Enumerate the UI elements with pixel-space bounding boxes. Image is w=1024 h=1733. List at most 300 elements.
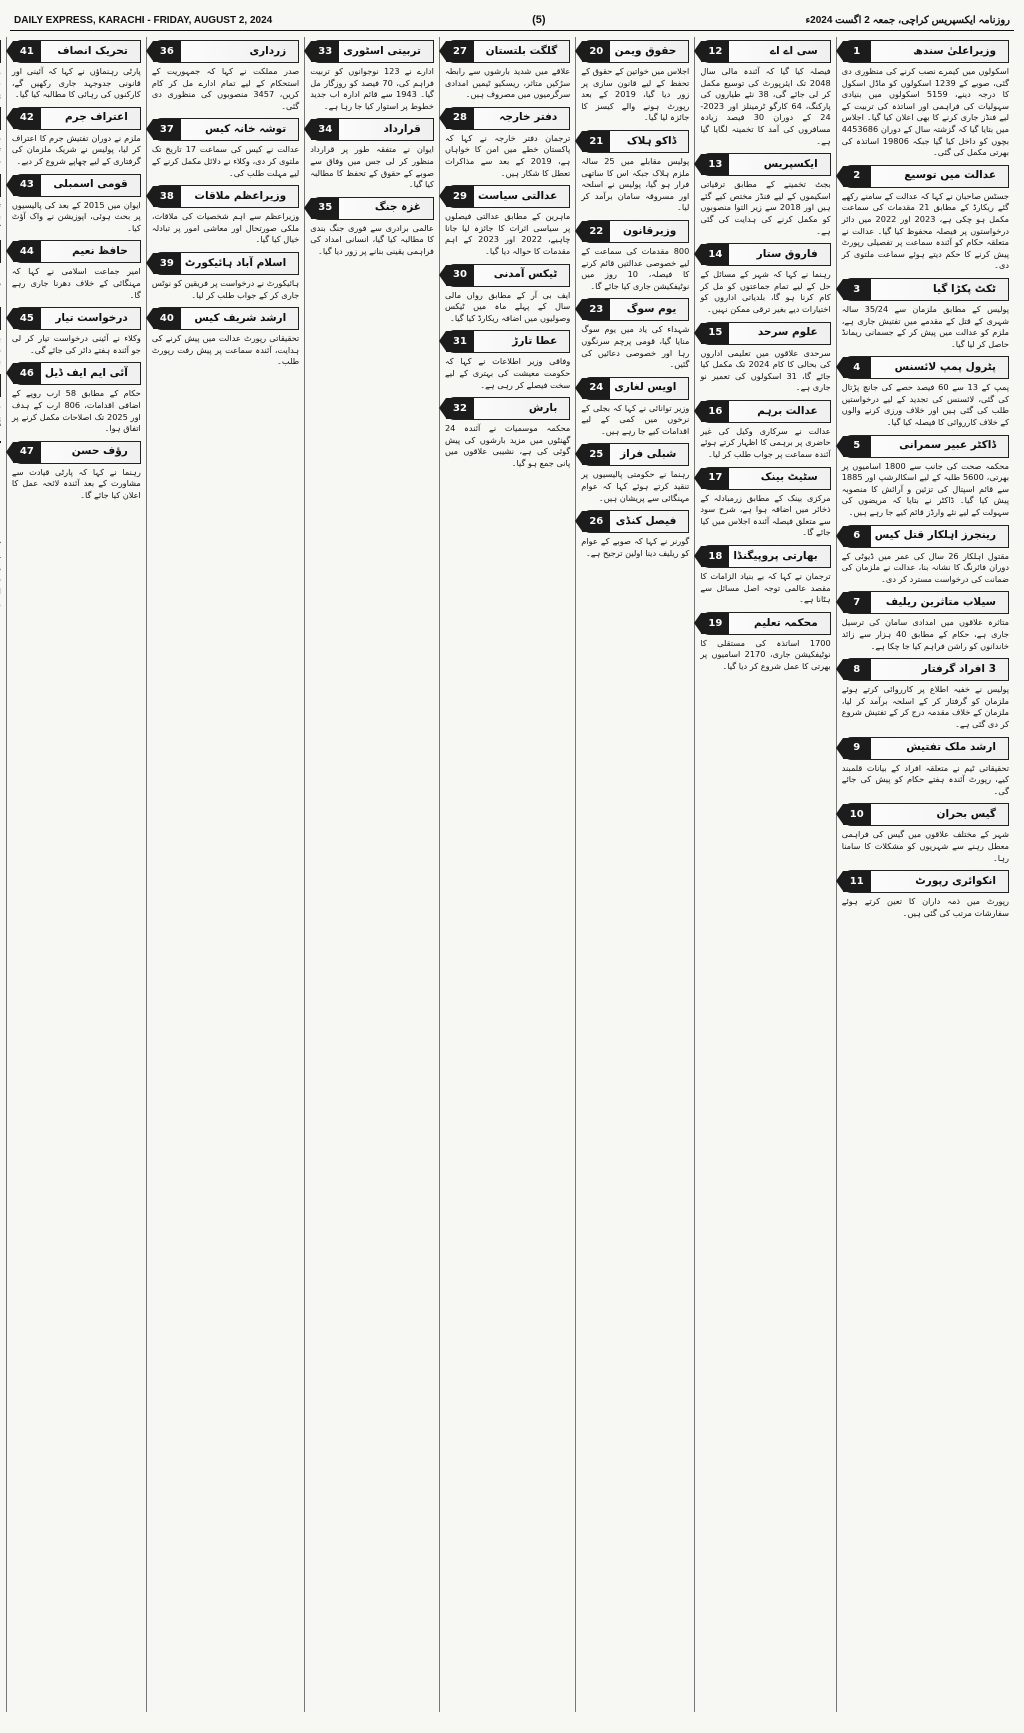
story-body [842, 66, 1009, 159]
story-text: ایوان نے متفقہ طور پر قرارداد منظور کر لی جس میں وفاق سے صوبے کے حقوق کے تحفظ کا مطالبہ کیا گیا۔ [310, 144, 434, 190]
story-body [12, 66, 141, 101]
story-body [12, 133, 141, 168]
story-number: 47 [13, 442, 41, 463]
story-kicker [700, 322, 830, 345]
news-story [445, 107, 570, 179]
news-story [0, 40, 1, 101]
story-number: 2 [843, 166, 871, 187]
story-kicker [700, 612, 830, 635]
news-story [581, 510, 689, 559]
story-text [0, 400, 1, 435]
story-kicker [152, 40, 299, 63]
story-kicker [12, 362, 141, 385]
news-story [700, 243, 830, 315]
story-number: 43 [13, 175, 41, 196]
story-body [581, 536, 689, 559]
news-story [842, 870, 1009, 919]
news-story [12, 40, 141, 101]
story-number: 44 [13, 241, 41, 262]
story-body [152, 211, 299, 246]
story-body [581, 403, 689, 438]
story-title: پٹرول پمپ لائسنس [894, 360, 996, 373]
news-story [0, 174, 1, 235]
masthead-urdu: روزنامہ ایکسپریس کراچی، جمعہ 2 اگست 2024ء [805, 14, 1010, 26]
news-story [700, 545, 830, 606]
story-number: 9 [843, 738, 871, 759]
story-text [0, 266, 1, 301]
story-body [842, 191, 1009, 272]
story-text: فیصلہ کیا گیا کہ آئندہ مالی سال 2048 تک ایئرپورٹ کی توسیع مکمل کر لی جائے گی، 38 نئے طیاروں کی پارکنگ، 64 کارگو ٹرمینلز اور 2023-24 کے دوران 30 فیصد زیادہ مسافروں کی آمد کا تخمینہ لگایا گیا ہے۔ [700, 66, 831, 146]
story-number: 17 [701, 468, 729, 489]
story-number: 38 [153, 186, 181, 207]
news-story [842, 165, 1009, 272]
lead-story [0, 441, 1, 621]
story-title: شبلی فراز [620, 448, 677, 461]
news-story [842, 591, 1009, 652]
story-kicker [445, 264, 570, 287]
story-body [700, 179, 830, 237]
story-kicker [581, 377, 689, 400]
story-body [152, 333, 299, 368]
story-title: ڈاکٹر عبیر سمرانی [899, 439, 996, 452]
story-kicker [12, 441, 141, 464]
story-title: سیلاب متاثرین ریلیف [885, 596, 996, 609]
story-text: 800 مقدمات کی سماعت کے لیے خصوصی عدالتیں قائم کرنے کا فیصلہ، 10 روز میں نوٹیفکیشن جاری کیا جائے گا۔ [581, 245, 690, 291]
story-kicker [12, 40, 141, 63]
news-story [445, 185, 570, 257]
story-kicker [0, 174, 1, 197]
story-body [152, 66, 299, 112]
story-kicker [700, 40, 830, 63]
news-story [842, 658, 1009, 730]
story-body [12, 266, 141, 301]
story-text [0, 333, 1, 368]
news-story [152, 185, 299, 246]
news-story [0, 107, 1, 168]
story-kicker [445, 185, 570, 208]
story-title: گیس بحران [936, 808, 996, 821]
story-number: 40 [153, 308, 181, 329]
story-text: ادارے نے 123 نوجوانوں کو تربیت فراہم کی، 70 فیصد کو روزگار مل گیا۔ 1943 سے قائم ادارہ اب جدید خطوط پر استوار کیا جا رہا ہے۔ [310, 66, 434, 111]
news-column [6, 37, 146, 1712]
story-number: 29 [446, 186, 474, 207]
page-number: (5) [532, 14, 546, 26]
story-number: 21 [582, 131, 610, 152]
story-title: انکوائری رپورٹ [915, 874, 996, 887]
story-number: 36 [153, 41, 181, 62]
news-story [842, 525, 1009, 586]
story-kicker [152, 185, 299, 208]
story-title: حقوق ویمن [614, 44, 677, 57]
story-number: 4 [843, 357, 871, 378]
story-title: قرارداد [383, 123, 421, 136]
story-title: رینجرز اہلکار قتل کیس [874, 529, 996, 542]
story-text: عدالت نے سرکاری وکیل کی غیر حاضری پر برہمی کا اظہار کرتے ہوئے آئندہ سماعت پر جواب طلب کر لیا۔ [700, 425, 831, 460]
story-kicker [152, 252, 299, 275]
lead-subheadline [0, 504, 1, 540]
story-text: وزیراعظم سے اہم شخصیات کی ملاقات، ملکی صورتحال اور معاشی امور پر تبادلہ خیال کیا گیا۔ [151, 211, 300, 245]
story-text: بجٹ تخمینے کے مطابق ترقیاتی اسکیموں کے لیے فنڈز مختص کیے گئے ہیں اور 2018 سے زیر التوا منصوبوں کو مکمل کرنے کی ہدایت کی گئی ہے۔ [700, 179, 831, 236]
story-text: محکمہ موسمیات نے آئندہ 24 گھنٹوں میں مزید بارشوں کی پیش گوئی کی ہے، نشیبی علاقوں میں پانی جمع ہو گیا۔ [444, 423, 571, 468]
story-title: اعتراف جرم [64, 111, 128, 124]
story-kicker [842, 803, 1009, 826]
story-body [842, 829, 1009, 864]
story-title: بھارتی پروپیگنڈا [733, 549, 818, 562]
story-number: 31 [446, 331, 474, 352]
story-title: ارشد شریف کیس [194, 311, 287, 324]
story-body [700, 571, 830, 606]
story-number: 23 [582, 299, 610, 320]
story-title: عدالتی سیاست [477, 189, 558, 202]
story-body [310, 223, 434, 258]
story-number: 5 [843, 436, 871, 457]
news-column [694, 37, 835, 1712]
story-body [445, 423, 570, 469]
news-column [439, 37, 575, 1712]
story-title: غزہ جنگ [374, 201, 421, 214]
story-text: پمپ کے 13 سے 60 فیصد حصے کی جانچ پڑتال کی گئی، لائسنس کی تجدید کے لیے درخواستیں طلب کی گئی ہیں اور خلاف ورزی کرنے والوں کے خلاف کارروائی کا فیصلہ کیا گیا۔ [841, 382, 1010, 428]
story-text: جسٹس صاحبان نے کہا کہ عدالت کے سامنے رکھے گئے ریکارڈ کے مطابق 21 مقدمات کی سماعت مکمل ہو چکی ہے، 2023 اور 2022 میں دائر درخواستوں پر فیصلہ محفوظ کیا گیا۔ عدالت نے متعلقہ حکام کو آئندہ سماعت پر تفصیلی رپورٹ پیش کرنے کا حکم دیتے ہوئے سماعت ملتوی کر دی۔ [841, 190, 1009, 271]
story-kicker [310, 118, 434, 141]
story-kicker [445, 330, 570, 353]
story-kicker [152, 307, 299, 330]
story-body [0, 200, 1, 235]
news-story [581, 298, 689, 370]
story-title: ارشد ملک تفتیش [906, 741, 996, 754]
story-number: 20 [582, 41, 610, 62]
story-number: 46 [13, 363, 41, 384]
story-number: 3 [843, 279, 871, 300]
story-body [152, 144, 299, 179]
story-text: وفاقی وزیر اطلاعات نے کہا کہ حکومت معیشت کی بہتری کے لیے سخت فیصلے کر رہی ہے۔ [444, 356, 571, 390]
story-text: اجلاس میں خواتین کے حقوق کے تحفظ کے لیے قانون سازی پر زور دیا گیا، 2019 کے بعد رپورٹ ہونے والے کیسز کا جائزہ لیا گیا۔ [581, 66, 690, 123]
news-story [581, 443, 689, 504]
story-body [445, 290, 570, 325]
news-story [445, 264, 570, 325]
news-columns [10, 37, 1014, 1712]
story-text [0, 133, 1, 168]
story-body [700, 348, 830, 394]
story-text: ترجمان نے کہا کہ بے بنیاد الزامات کا مقصد عالمی توجہ اصل مسائل سے ہٹانا ہے۔ [700, 571, 831, 605]
story-number: 18 [701, 546, 729, 567]
story-number: 22 [582, 221, 610, 242]
story-kicker [842, 165, 1009, 188]
story-kicker [581, 130, 689, 153]
story-kicker [152, 118, 299, 141]
news-column [836, 37, 1014, 1712]
story-text: عالمی برادری سے فوری جنگ بندی کا مطالبہ کیا گیا، انسانی امداد کی فراہمی یقینی بنانے پر زور دیا گیا۔ [310, 222, 434, 256]
story-kicker [12, 240, 141, 263]
story-body [0, 400, 1, 435]
story-title: زرداری [249, 44, 287, 57]
news-story [12, 240, 141, 301]
story-text: گورنر نے کہا کہ صوبے کے عوام کو ریلیف دینا اولین ترجیح ہے۔ [581, 536, 690, 558]
story-text: شہداء کی یاد میں یوم سوگ منایا گیا، قومی پرچم سرنگوں رہا اور خصوصی دعائیں کی گئیں۔ [581, 324, 690, 370]
story-kicker [0, 40, 1, 63]
news-story [310, 197, 434, 258]
story-title: ایکسپریس [763, 157, 818, 170]
story-title: حافظ نعیم [72, 245, 128, 258]
story-kicker [700, 467, 830, 490]
story-body [152, 278, 299, 301]
news-story [152, 252, 299, 301]
story-body [581, 469, 689, 504]
story-body [842, 617, 1009, 652]
story-number: 27 [446, 41, 474, 62]
news-story [700, 322, 830, 394]
story-number: 1 [843, 41, 871, 62]
story-body [0, 266, 1, 301]
story-title: 3 افراد گرفتار [921, 662, 996, 675]
story-body [445, 356, 570, 391]
story-number: 16 [701, 401, 729, 422]
story-text: رپورٹ میں ذمہ داران کا تعین کرتے ہوئے سفارشات مرتب کی گئی ہیں۔ [841, 896, 1009, 918]
story-number: 33 [311, 41, 339, 62]
story-kicker [842, 278, 1009, 301]
story-body [445, 211, 570, 257]
story-number: 30 [446, 265, 474, 286]
news-story [310, 40, 434, 112]
story-body [700, 638, 830, 673]
story-kicker [700, 153, 830, 176]
news-story [700, 400, 830, 461]
story-title: بارش [528, 401, 558, 414]
story-body [0, 66, 1, 101]
story-number: 37 [153, 119, 181, 140]
story-body [12, 467, 141, 502]
story-body [0, 133, 1, 168]
story-text: رہنما نے کہا کہ پارٹی قیادت سے مشاورت کے بعد آئندہ لائحہ عمل کا اعلان کیا جائے گا۔ [11, 466, 141, 500]
story-kicker [0, 374, 1, 397]
story-title: محکمہ تعلیم [754, 616, 818, 629]
story-title: ٹیکس آمدنی [493, 268, 558, 281]
story-kicker [700, 545, 830, 568]
story-body [581, 246, 689, 292]
story-body [700, 426, 830, 461]
story-body [581, 66, 689, 124]
story-text: علاقے میں شدید بارشوں سے رابطہ سڑکیں متاثر، ریسکیو ٹیمیں امدادی سرگرمیوں میں مصروف ہیں۔ [444, 66, 571, 100]
story-title: رؤف حسن [71, 445, 128, 458]
news-story [0, 374, 1, 435]
story-number: 19 [701, 613, 729, 634]
story-body [581, 324, 689, 370]
news-story [12, 174, 141, 235]
news-story [12, 362, 141, 434]
story-number: 7 [843, 592, 871, 613]
story-title: تحریک انصاف [57, 44, 128, 57]
news-story [12, 441, 141, 502]
story-title: تربیتی اسٹوری [343, 44, 421, 57]
story-text: محکمہ صحت کی جانب سے 1800 اسامیوں پر بھرتی، 5600 طلبہ کے لیے اسکالرشپ اور 1885 سے قائم اسپتال کی تزئین و آرائش کا منصوبہ پیش کیا گیا۔ ڈاکٹر نے بتایا کہ مریضوں کی سہولت کے لیے نئے وارڈز قائم کیے جا رہے ہیں۔ [841, 460, 1009, 518]
story-body [12, 333, 141, 356]
story-number: 42 [13, 108, 41, 129]
news-story [581, 130, 689, 214]
story-title: سٹیٹ بینک [760, 471, 818, 484]
story-body [700, 66, 830, 147]
story-body [842, 684, 1009, 730]
story-title: وزیرقانون [622, 224, 677, 237]
story-text: حکام کے مطابق 58 ارب روپے کے اضافی اقدامات، 806 ارب کے ہدف اور 2025 تک اصلاحات مکمل کرنے پر اتفاق ہوا۔ [11, 388, 141, 434]
story-number: 6 [843, 526, 871, 547]
story-text: ایف بی آر کے مطابق رواں مالی سال کے پہلے ماہ میں ٹیکس وصولیوں میں اضافہ ریکارڈ کیا گیا۔ [444, 289, 571, 323]
story-kicker [12, 307, 141, 330]
story-title: ڈاکو ہلاک [626, 134, 677, 147]
story-number: 10 [843, 804, 871, 825]
story-text: ماہرین کے مطابق عدالتی فیصلوں پر سیاسی اثرات کا جائزہ لیا جانا چاہیے، 2022 اور 2023 کے اہم مقدمات کا حوالہ دیا گیا۔ [444, 211, 571, 256]
story-number: 34 [311, 119, 339, 140]
story-body [700, 493, 830, 539]
story-kicker [842, 435, 1009, 458]
story-title: دفتر خارجہ [499, 111, 558, 124]
story-title: قومی اسمبلی [53, 178, 128, 191]
news-story [842, 737, 1009, 798]
news-story [700, 153, 830, 237]
news-story [700, 467, 830, 539]
story-text: پولیس کے مطابق ملزمان سے 35/24 سالہ شہری کے قتل کے مقدمے میں تفتیش جاری ہے، ملزم کو عدالت میں پیش کر کے جسمانی ریمانڈ حاصل کر لیا گیا۔ [841, 303, 1009, 349]
news-story [310, 118, 434, 190]
story-title: یوم سوگ [626, 303, 677, 316]
story-kicker [842, 658, 1009, 681]
news-story [445, 397, 570, 469]
story-body [445, 133, 570, 179]
story-text: ہائیکورٹ نے درخواست پر فریقین کو نوٹس جاری کر کے جواب طلب کر لیا۔ [151, 277, 300, 300]
story-text: سرحدی علاقوں میں تعلیمی اداروں کی بحالی کا کام 2024 تک مکمل کیا جائے گا، 31 اسکولوں کی تعمیر نو جاری ہے۔ [700, 347, 831, 393]
story-kicker [700, 243, 830, 266]
news-story [581, 220, 689, 292]
story-title: وزیراعظم ملاقات [194, 189, 287, 202]
story-number: 11 [843, 871, 871, 892]
story-number: 15 [701, 323, 729, 344]
story-text: مرکزی بینک کے مطابق زرمبادلہ کے ذخائر میں اضافہ ہوا ہے، شرح سود سے متعلق فیصلہ آئندہ اجلاس میں کیا جائے گا۔ [700, 492, 831, 538]
news-story [581, 377, 689, 438]
story-text: مقتول اہلکار 26 سال کی عمر میں ڈیوٹی کے دوران فائرنگ کا نشانہ بنا، عدالت نے ملزمان کی ضمانت کی درخواست مسترد کر دی۔ [841, 550, 1009, 584]
story-body [310, 66, 434, 112]
news-story [842, 803, 1009, 864]
story-kicker [310, 197, 434, 220]
story-body [842, 551, 1009, 586]
news-story [0, 240, 1, 301]
story-kicker [0, 107, 1, 130]
story-number: 41 [13, 41, 41, 62]
story-kicker [0, 307, 1, 330]
story-text: وزیر توانائی نے کہا کہ بجلی کے نرخوں میں کمی کے لیے اقدامات کیے جا رہے ہیں۔ [581, 402, 690, 436]
story-title: درخواست تیار [55, 311, 128, 324]
story-number: 26 [582, 511, 610, 532]
story-number: 28 [446, 108, 474, 129]
news-story [581, 40, 689, 124]
news-column [304, 37, 439, 1712]
news-story [700, 40, 830, 147]
story-title: اسلام آباد ہائیکورٹ [184, 256, 287, 269]
news-story [12, 107, 141, 168]
story-title: سی اے اے [769, 44, 818, 57]
story-kicker [445, 40, 570, 63]
story-text: ایوان میں 2015 کے بعد کی پالیسیوں پر بحث ہوئی، اپوزیشن نے واک آؤٹ کیا۔ [11, 199, 141, 233]
news-story [842, 356, 1009, 428]
news-story [152, 118, 299, 179]
story-kicker [581, 443, 689, 466]
story-title: ٹکٹ پکڑا گیا [933, 282, 996, 295]
story-text: تحقیقاتی ٹیم نے متعلقہ افراد کے بیانات قلمبند کیے، رپورٹ آئندہ ہفتے حکام کو پیش کی جائے گی۔ [841, 762, 1009, 796]
story-text: پولیس مقابلے میں 25 سالہ ملزم ہلاک جبکہ اس کا ساتھی فرار ہو گیا، پولیس نے اسلحہ اور مسروقہ سامان برآمد کر لیا۔ [581, 155, 690, 213]
news-story [152, 40, 299, 112]
story-text: شہر کے مختلف علاقوں میں گیس کی فراہمی معطل رہنے سے شہریوں کو مشکلات کا سامنا رہا۔ [841, 829, 1009, 863]
story-body [445, 66, 570, 101]
story-kicker [842, 356, 1009, 379]
story-body [581, 156, 689, 214]
story-kicker [581, 298, 689, 321]
story-body [842, 304, 1009, 350]
story-body [12, 388, 141, 434]
story-number: 45 [13, 308, 41, 329]
story-kicker [12, 174, 141, 197]
story-title: وزیراعلیٰ سندھ [913, 44, 996, 57]
news-story [842, 278, 1009, 350]
story-text: امیر جماعت اسلامی نے کہا کہ مہنگائی کے خلاف دھرنا جاری رہے گا۔ [11, 266, 141, 300]
story-kicker [445, 397, 570, 420]
story-kicker [581, 40, 689, 63]
story-body [700, 269, 830, 315]
story-title: توشہ خانہ کیس [205, 123, 287, 136]
story-kicker [842, 40, 1009, 63]
story-number: 32 [446, 398, 474, 419]
story-kicker [842, 591, 1009, 614]
story-number: 12 [701, 41, 729, 62]
story-title: آئی ایم ایف ڈیل [44, 367, 128, 380]
story-title: عطا تارڑ [512, 335, 558, 348]
story-kicker [842, 525, 1009, 548]
story-number: 39 [153, 253, 181, 274]
masthead-english: DAILY EXPRESS, KARACHI - FRIDAY, AUGUST 2, 2024 [14, 14, 273, 26]
masthead [10, 10, 1014, 31]
story-text: ترجمان دفتر خارجہ نے کہا کہ پاکستان خطے میں امن کا خواہاں ہے، 2019 کے بعد سے مذاکرات تعطل کا شکار ہیں۔ [444, 132, 571, 178]
story-text: 1700 اساتذہ کی مستقلی کا نوٹیفکیشن جاری، 2170 اسامیوں پر بھرتی کا عمل شروع کر دیا گیا۔ [700, 637, 831, 671]
story-kicker [445, 107, 570, 130]
story-number: 25 [582, 444, 610, 465]
story-text: تحقیقاتی رپورٹ عدالت میں پیش کرنے کی ہدایت، آئندہ سماعت پر پیش رفت رپورٹ طلب۔ [151, 333, 300, 367]
story-title: فیصل کنڈی [615, 514, 677, 527]
story-body [842, 382, 1009, 428]
news-story [12, 307, 141, 356]
lead-body [0, 540, 1, 621]
story-kicker [842, 870, 1009, 893]
news-column [575, 37, 694, 1712]
story-text: پولیس نے خفیہ اطلاع پر کارروائی کرتے ہوئے ملزمان کو گرفتار کر کے اسلحہ برآمد کر لیا، ملزمان کے خلاف مقدمہ درج کر کے تفتیش شروع کر دی گئی ہے۔ [841, 684, 1009, 729]
story-kicker [12, 107, 141, 130]
news-column [146, 37, 304, 1712]
lead-headline [0, 447, 1, 504]
story-text [0, 66, 1, 101]
story-title: گلگت بلتستان [485, 44, 558, 57]
story-kicker [581, 510, 689, 533]
story-number: 24 [582, 378, 610, 399]
story-title: فاروق ستار [756, 247, 818, 260]
story-text: پارٹی رہنماؤں نے کہا کہ آئینی اور قانونی جدوجہد جاری رکھیں گے، کارکنوں کی رہائی کا مطالبہ کیا گیا۔ [11, 66, 141, 100]
story-text: رہنما نے کہا کہ شہر کے مسائل کے حل کے لیے تمام جماعتوں کو مل کر کام کرنا ہو گا، بلدیاتی اداروں کو اختیارات دیے بغیر ترقی ممکن نہیں۔ [700, 269, 831, 314]
story-title: عدالت برہم [757, 404, 818, 417]
news-story [445, 330, 570, 391]
news-story [842, 40, 1009, 159]
newspaper-page [10, 10, 1014, 1713]
story-number: 8 [843, 659, 871, 680]
story-kicker [0, 240, 1, 263]
story-text: رہنما نے حکومتی پالیسیوں پر تنقید کرتے ہوئے کہا کہ عوام مہنگائی سے پریشان ہیں۔ [581, 469, 690, 503]
news-story [0, 307, 1, 368]
story-body [842, 763, 1009, 798]
news-story [152, 307, 299, 368]
story-body [310, 144, 434, 190]
story-text: وکلاء نے آئینی درخواست تیار کر لی جو آئندہ ہفتے دائر کی جائے گی۔ [11, 333, 141, 355]
